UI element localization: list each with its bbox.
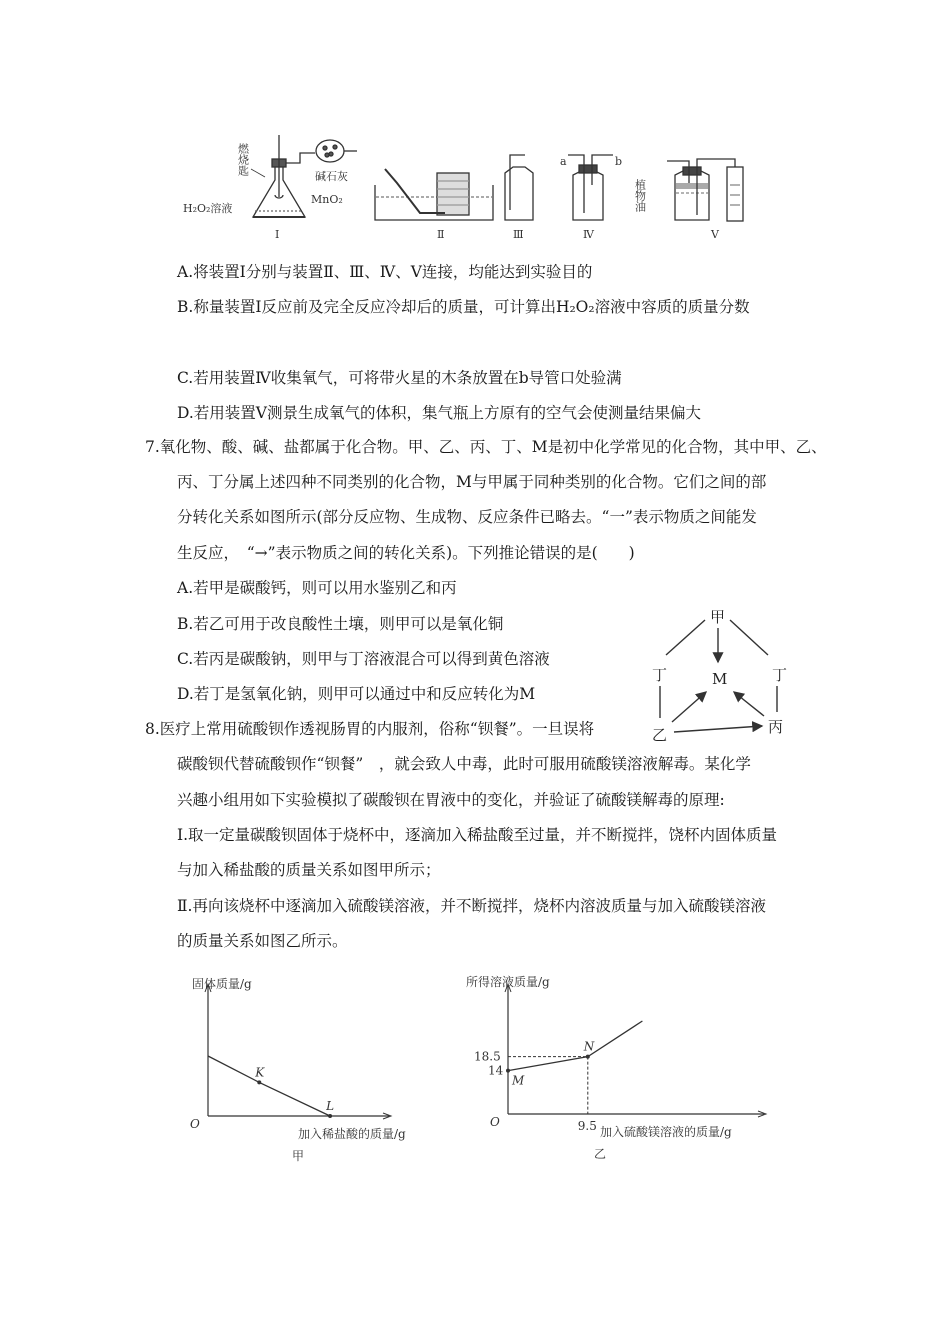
q7-option-c: C.若丙是碳酸钠，则甲与丁溶液混合可以得到黄色溶液 — [177, 650, 550, 668]
q8-line-1: 8.医疗上常用硫酸钡作透视肠胃的内服剂，俗称“钡餐”。一旦误将 — [145, 720, 595, 738]
edge-jia-ding-right — [730, 620, 768, 655]
q8-line-7: 的质量关系如图乙所示。 — [177, 932, 348, 950]
device-2-numeral: Ⅱ — [437, 228, 445, 241]
q6-option-b — [177, 297, 750, 317]
q6-option-b-pre: B.称量装置Ⅰ反应前及完全反应冷却后的质量，可计算出 — [177, 298, 556, 316]
chart-0-point-K — [257, 1080, 261, 1084]
veg-oil-label: 植物油 — [633, 179, 647, 212]
chart-1-point-M — [506, 1069, 510, 1073]
q8-line-4: Ⅰ.取一定量碳酸钡固体于烧杯中，逐滴加入稀盐酸至过量，并不断搅拌，饶杯内固体质量 — [177, 826, 778, 844]
port-a-label: a — [560, 155, 567, 168]
burner-label: 燃烧匙 — [236, 143, 250, 176]
device-2 — [375, 169, 493, 220]
device-3 — [505, 155, 533, 220]
chart-1-series-line — [508, 1021, 642, 1071]
q6-option-a: A.将装置Ⅰ分别与装置Ⅱ、Ⅲ、Ⅳ、Ⅴ连接，均能达到实验目的 — [177, 263, 593, 281]
apparatus-figure — [175, 125, 765, 245]
arrow-bing-m — [734, 692, 764, 716]
q6-option-d: D.若用装置Ⅴ测景生成氧气的体积，集气瓶上方原有的空气会使测量结果偏大 — [177, 404, 701, 422]
chart-1-point-label-M: M — [512, 1073, 525, 1088]
node-yi: 乙 — [652, 726, 668, 744]
node-ding-right: 丁 — [772, 666, 788, 684]
chart-0-series-line — [208, 1056, 330, 1116]
node-ding-left: 丁 — [652, 666, 668, 684]
arrow-yi-bing — [674, 726, 762, 732]
chart-yi — [460, 968, 790, 1168]
q8-line-2: 碳酸钡代替硫酸钡作“钡餐” ，就会致人中毒，此时可服用硫酸镁溶液解毒。某化学 — [177, 755, 751, 773]
q6-option-b-post: 溶液中容质的质量分数 — [594, 298, 750, 316]
chart-yi-ylabel: 所得溶液质量/g — [466, 975, 550, 989]
chart-jia-title: 甲 — [292, 1149, 305, 1163]
device-4-numeral: Ⅳ — [583, 228, 594, 241]
q7-relation-diagram — [640, 600, 800, 750]
chart-jia-xlabel: 加入稀盐酸的质量/g — [298, 1127, 406, 1141]
q7-option-d: D.若丁是氢氧化钠，则甲可以通过中和反应转化为M — [177, 685, 536, 703]
q7-option-a: A.若甲是碳酸钙，则可以用水鉴别乙和丙 — [177, 579, 457, 597]
chart-1-point-label-N: N — [583, 1039, 595, 1054]
q7-line-4: 生反应， “→”表示物质之间的转化关系)。下列推论错误的是( ) — [177, 544, 635, 562]
chart-jia — [180, 968, 460, 1168]
chart-yi-title: 乙 — [594, 1147, 607, 1161]
arrow-yi-m — [672, 692, 706, 722]
q6-option-b-chem: H₂O₂ — [555, 298, 595, 316]
q7-line-3: 分转化关系如图所示(部分反应物、生成物、反应条件已略去。“一”表示物质之间能发 — [177, 508, 757, 526]
h2o2-label: H₂O₂溶液 — [183, 202, 233, 215]
node-jia: 甲 — [710, 608, 726, 626]
q7-option-b: B.若乙可用于改良酸性土壤，则甲可以是氧化铜 — [177, 615, 504, 633]
port-b-label: b — [615, 155, 623, 168]
q8-line-5: 与加入稀盐酸的质量关系如图甲所示； — [177, 861, 441, 879]
device-3-numeral: Ⅲ — [513, 228, 524, 241]
chart-yi-xlabel: 加入硫酸镁溶液的质量/g — [600, 1125, 732, 1139]
device-5-numeral: Ⅴ — [711, 228, 719, 241]
edge-jia-ding-left — [666, 620, 705, 655]
device-4 — [568, 155, 613, 220]
mno2-label: MnO₂ — [311, 193, 343, 206]
chart-0-point-L — [328, 1114, 332, 1118]
node-m: M — [712, 670, 728, 688]
q8-line-6: Ⅱ.再向该烧杯中逐滴加入硫酸镁溶液，并不断搅拌，烧杯内溶波质量与加入硫酸镁溶液 — [177, 897, 766, 915]
q7-line-1: 7.氧化物、酸、碱、盐都属于化合物。甲、乙、丙、丁、M是初中化学常见的化合物，其中甲、乙、 — [145, 438, 827, 456]
device-1-numeral: Ⅰ — [275, 228, 280, 241]
chart-1-x-tick-label: 9.5 — [577, 1119, 597, 1133]
q7-line-2: 丙、丁分属上述四种不同类别的化合物，M与甲属于同种类别的化合物。它们之间的部 — [177, 473, 767, 491]
chart-0-point-label-L: L — [326, 1099, 335, 1113]
chart-yi-origin: O — [490, 1115, 500, 1129]
q8-line-3: 兴趣小组用如下实验模拟了碳酸钡在胃液中的变化，并验证了硫酸镁解毒的原理: — [177, 791, 725, 809]
chart-1-y-tick-label-14: 14 — [488, 1063, 504, 1078]
soda-lime-label: 碱石灰 — [315, 170, 348, 183]
q6-option-c: C.若用装置Ⅳ收集氧气，可将带火星的木条放置在b导管口处验满 — [177, 369, 622, 387]
chart-1-y-tick-label-18-5: 18.5 — [474, 1049, 501, 1064]
device-5 — [667, 159, 743, 221]
node-bing: 丙 — [768, 718, 784, 736]
chart-0-point-label-K: K — [255, 1065, 265, 1080]
chart-jia-origin: O — [190, 1117, 200, 1131]
chart-jia-ylabel: 固体质量/g — [192, 977, 252, 991]
